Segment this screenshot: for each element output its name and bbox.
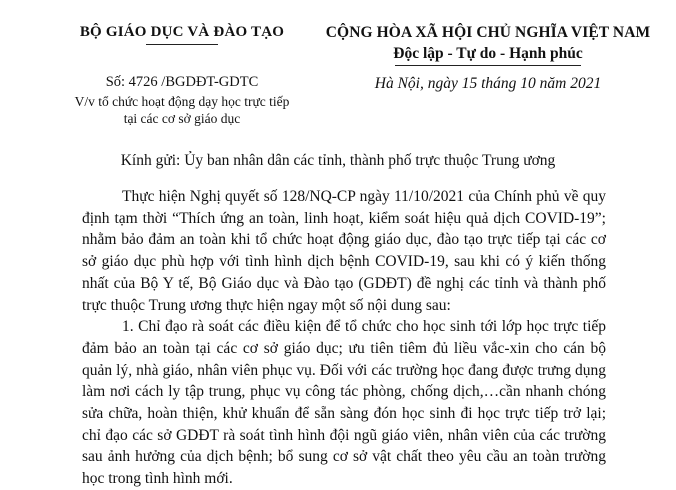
national-motto: Độc lập - Tự do - Hạnh phúc (393, 45, 583, 62)
document-body (82, 186, 606, 490)
country-name: CỘNG HÒA XÃ HỘI CHỦ NGHĨA VIỆT NAM (325, 24, 651, 41)
subject-line: V/v tổ chức hoạt động dạy học trực tiếp (74, 94, 290, 109)
ministry-name: BỘ GIÁO DỤC VÀ ĐÀO TẠO (79, 24, 285, 40)
document-subject (62, 93, 302, 127)
body-paragraph: Thực hiện Nghị quyết số 128/NQ-CP ngày 11/10/2021 của Chính phủ về quy định tạm thời “Thích ứng an toàn, linh hoạt, kiểm soát hiệu quả dịch COVID-19”; nhằm bảo đảm an toàn khi tổ chức hoạt động giáo dục, đào tạo trực tiếp tại các cơ sở giáo dục phù hợp với tình hình dịch bệnh COVID-19, sau khi có ý kiến thống nhất của Bộ Y tế, Bộ Giáo dục và Đào tạo (GDĐT) đề nghị các tỉnh và thành phố trực thuộc Trung ương thực hiện ngay một số nội dung sau: (82, 188, 606, 314)
subject-line: tại các cơ sở giáo dục (123, 111, 241, 126)
body-paragraph: 1. Chỉ đạo rà soát các điều kiện để tổ chức cho học sinh tới lớp học trực tiếp đảm bảo an toàn tại các cơ sở giáo dục; ưu tiên tiêm đủ liều vắc-xin cho cán bộ quản lý, nhà giáo, nhân viên phục vụ. Đối với các trường học đang được trưng dụng làm nơi cách ly tập trung, phục vụ công tác phòng, chống dịch,…cần nhanh chóng sửa chữa, hoàn thiện, khử khuẩn để sẵn sàng đón học sinh đi học trực tiếp trở lại; chỉ đạo các sở GDĐT rà soát tình hình đội ngũ giáo viên, nhân viên của các trường sau ảnh hưởng của dịch bệnh; bổ sung cơ sở vật chất theo yêu cầu an toàn trường học trong tình hình mới. (82, 318, 606, 488)
national-header-block (312, 24, 664, 66)
issuer-block (62, 24, 302, 45)
recipient-line: Kính gửi: Ủy ban nhân dân các tỉnh, thành phố trực thuộc Trung ương (120, 152, 556, 169)
document-number: Số: 4726 /BGDĐT-GDTC (105, 74, 259, 90)
motto-underline (395, 65, 581, 66)
ministry-underline (146, 44, 218, 45)
place-and-date: Hà Nội, ngày 15 tháng 10 năm 2021 (374, 75, 602, 92)
